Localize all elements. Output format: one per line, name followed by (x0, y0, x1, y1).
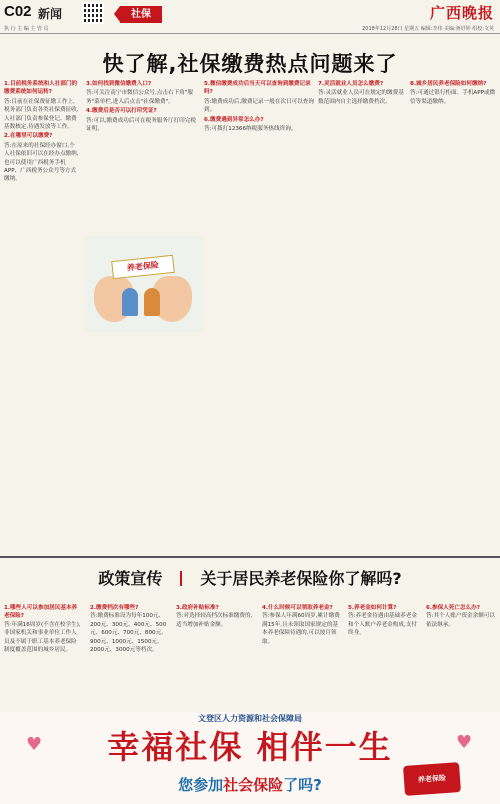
question: 6.参保人死亡怎么办? (426, 605, 481, 611)
question: 6.缴费遇到异常怎么办? (204, 116, 264, 123)
question: 5.养老金如何计算? (348, 605, 397, 611)
section-title-left: 政策宣传 (98, 569, 163, 588)
faq-column-1 (4, 604, 82, 704)
question: 5.微信缴费成功后当天可以查询到缴费记录吗? (204, 81, 311, 96)
question: 2.缴费档次有哪些? (90, 605, 139, 611)
question: 1.目前税务系统和人社部门的缴费系统如何运转? (4, 81, 78, 96)
header-rule (0, 33, 500, 34)
question: 7.灵活就业人员怎么缴费? (318, 81, 384, 87)
faq-column-6 (426, 604, 496, 704)
answer: 答:对选择较高档次标准缴费的,适当增加补贴金额。 (176, 613, 253, 628)
qr-code-icon (82, 2, 104, 24)
illustration-sign: 养老保险 (111, 255, 175, 279)
answer: 答:目前在社保费征缴工作上,税务部门负责各类社保费征收,人社部门负责参保登记、缴费基数核定,待遇发放等工作。 (4, 98, 79, 130)
answer: 答:年满16周岁(不含在校学生),非国家机关和事业单位工作人员及不属于职工基本养老保险制度覆盖范围的城乡居民。 (4, 621, 81, 653)
answer: 答:养老金待遇由基础养老金和个人账户养老金构成,支付终身。 (348, 613, 418, 637)
section-title (0, 566, 500, 589)
article-column-4 (318, 80, 404, 530)
question: 3.如何找到微信缴费入口? (86, 81, 152, 87)
promo-banner (0, 712, 500, 804)
answer: 答:缴费标准设为每年100元、200元、300元、400元、500元、600元、700元、800元、900元、1000元、1500元、2000元、3000元等档次。 (90, 613, 167, 653)
answer: 答:缴费成功后,缴费记录一般在次日可以查询到。 (204, 98, 314, 114)
answer: 答:可以,缴费成功后可在税务服务厅打印完税证明。 (86, 117, 196, 132)
banner-slogan: 幸福社保 相伴一生 (107, 728, 393, 766)
answer: 答:灵活就业人员可在规定的缴费基数范围内自主选择缴费档次。 (318, 90, 404, 105)
article-column-5 (410, 80, 496, 530)
banner-sub-suffix: 了吗? (283, 776, 322, 794)
date-line: 2018年12月28日 星期五 编辑:李伟 美编:蒋妤婷 组校:文英 (362, 26, 494, 32)
heart-icon: ♥ (26, 734, 43, 755)
faq-column-2 (90, 604, 168, 704)
section-divider (0, 556, 500, 558)
heart-icon: ♥ (456, 732, 473, 753)
article-column-1 (4, 80, 80, 530)
section-tag: 社保 (120, 6, 162, 23)
section-title-right: 关于居民养老保险你了解吗? (200, 569, 402, 588)
page-number: C02 (4, 3, 32, 20)
headline: 快了解,社保缴费热点问题来了 (102, 52, 398, 76)
faq-column-5 (348, 604, 420, 704)
banner-sub-accent: 社会保险 (223, 776, 284, 794)
newspaper-logo: 广西晚报 (429, 4, 494, 22)
faq-column-3 (176, 604, 254, 704)
answer: 答:可拨打12366纳税服务热线咨询。 (204, 125, 297, 132)
answer: 答:可关注南宁市微信公众号,点击右下角"服务"菜单栏,进入后点击"社保缴费"。 (86, 90, 193, 105)
answer: 答:参保人年满60周岁,累计缴费满15年,且未领取国家规定的基本养老保障待遇的,可以按月领取。 (262, 613, 340, 645)
editor-line: 执 行 主 编 主 管 员 (4, 26, 49, 32)
question: 2.在哪里可以缴费? (4, 133, 53, 140)
answer: 答:在原来的社保经办窗口,个人社保依旧可以在经办点缴纳,也可以使用广西税务手机APP、广西税务公众号等方式缴纳。 (4, 142, 79, 183)
article-column-3 (204, 80, 314, 530)
masthead (0, 0, 500, 34)
banner-organization: 文登区人力资源和社会保障局 (198, 714, 302, 723)
title-separator (180, 571, 182, 586)
question: 4.缴费后是否可以打印凭证? (86, 108, 157, 115)
question: 8.城乡居民养老保险如何缴纳? (410, 81, 487, 87)
article-column-2 (86, 80, 198, 224)
question: 4.什么时候可以领取养老金? (262, 605, 333, 611)
question: 1.哪些人可以参加居民基本养老保险? (4, 605, 78, 620)
answer: 答:其个人账户资金余额可以依法继承。 (426, 613, 496, 628)
banner-sub-prefix: 您参加 (178, 776, 224, 794)
pension-illustration (86, 236, 202, 332)
faq-column-4 (262, 604, 340, 704)
section-name: 新闻 (38, 7, 63, 21)
question: 3.政府补贴标准? (176, 605, 219, 611)
pension-card: 养老保险 (403, 762, 461, 796)
answer: 答:可通过银行柜面、手机APP或微信等渠道缴纳。 (410, 90, 496, 105)
